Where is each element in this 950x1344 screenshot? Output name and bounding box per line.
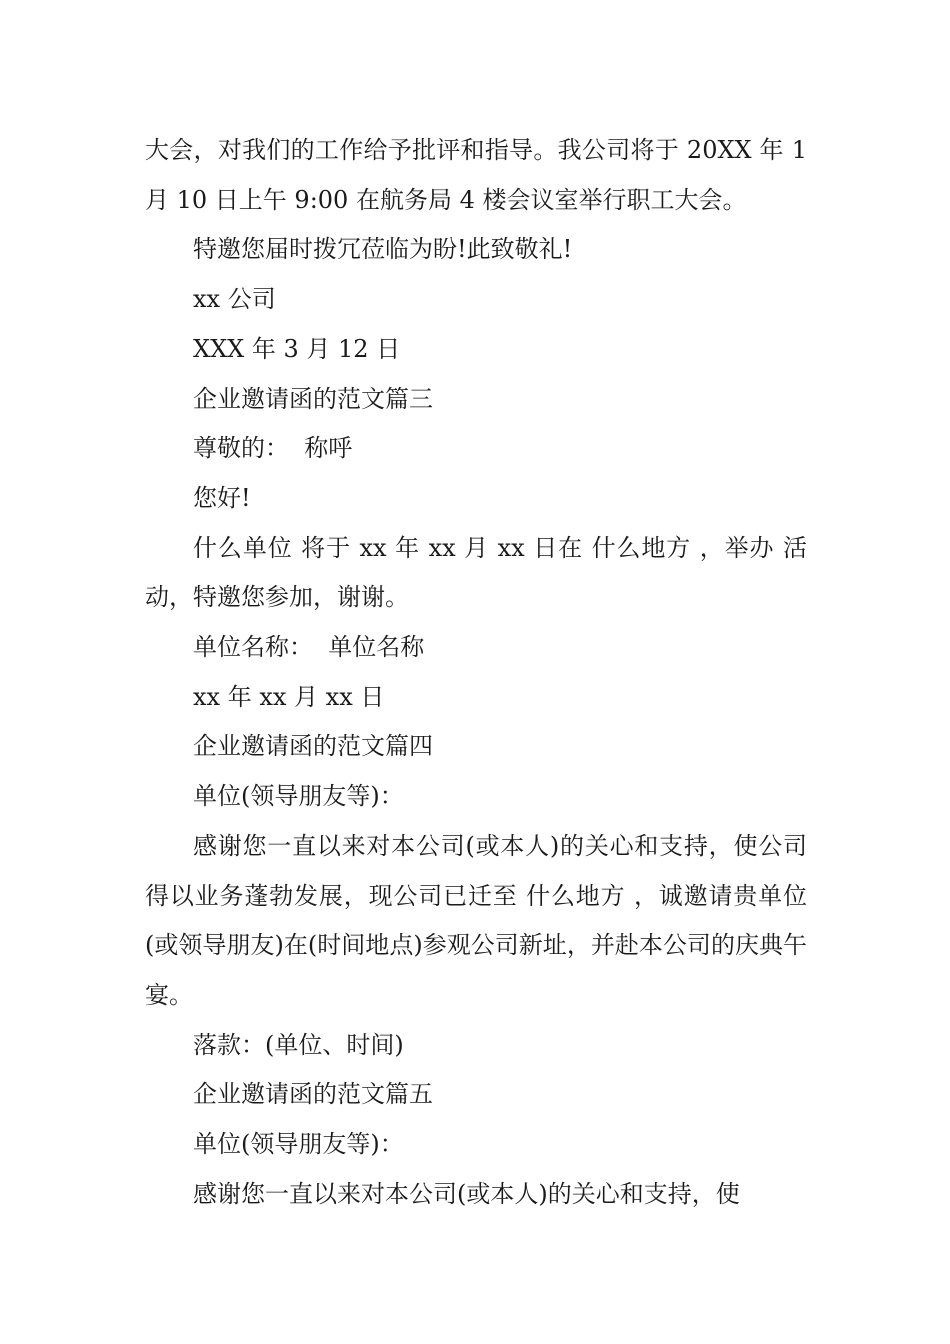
paragraph-addressee-five: 单位(领导朋友等)： — [193, 1130, 404, 1159]
section-heading-three: 企业邀请函的范文篇三 — [193, 384, 433, 413]
section-heading-four: 企业邀请函的范文篇四 — [193, 732, 433, 761]
paragraph-event-invitation: 什么单位 将于 xx 年 xx 月 xx 日在 什么地方 ，举办 活动，特邀您参加，谢谢。 — [145, 533, 807, 612]
paragraph-company-signature: xx 公司 — [193, 285, 276, 314]
paragraph-meeting-notice: 大会，对我们的工作给予批评和指导。我公司将于 20XX 年 1 月 10 日上午 9:00 在航务局 4 楼会议室举行职工大会。 — [145, 136, 815, 214]
paragraph-salutation: 尊敬的： 称呼 — [193, 434, 353, 463]
section-heading-five: 企业邀请函的范文篇五 — [193, 1080, 433, 1109]
paragraph-thanks-five: 感谢您一直以来对本公司(或本人)的关心和支持，使 — [193, 1179, 740, 1208]
document-body — [145, 126, 815, 1219]
paragraph-addressee: 单位(领导朋友等)： — [193, 782, 404, 811]
paragraph-date-placeholder: xx 年 xx 月 xx 日 — [193, 682, 385, 711]
paragraph-sign-off: 落款：(单位、时间) — [193, 1030, 404, 1059]
paragraph-unit-name: 单位名称： 单位名称 — [193, 633, 425, 662]
paragraph-relocation-invitation: 感谢您一直以来对本公司(或本人)的关心和支持，使公司得以业务蓬勃发展，现公司已迁至 什么地方 ，诚邀请贵单位(或领导朋友)在(时间地点)参观公司新址，并赴本公司的庆典午宴。 — [145, 831, 807, 1009]
paragraph-invitation-closing: 特邀您届时拨冗莅临为盼!此致敬礼! — [193, 235, 573, 264]
paragraph-date: XXX 年 3 月 12 日 — [193, 334, 401, 363]
paragraph-greeting: 您好! — [193, 483, 251, 512]
